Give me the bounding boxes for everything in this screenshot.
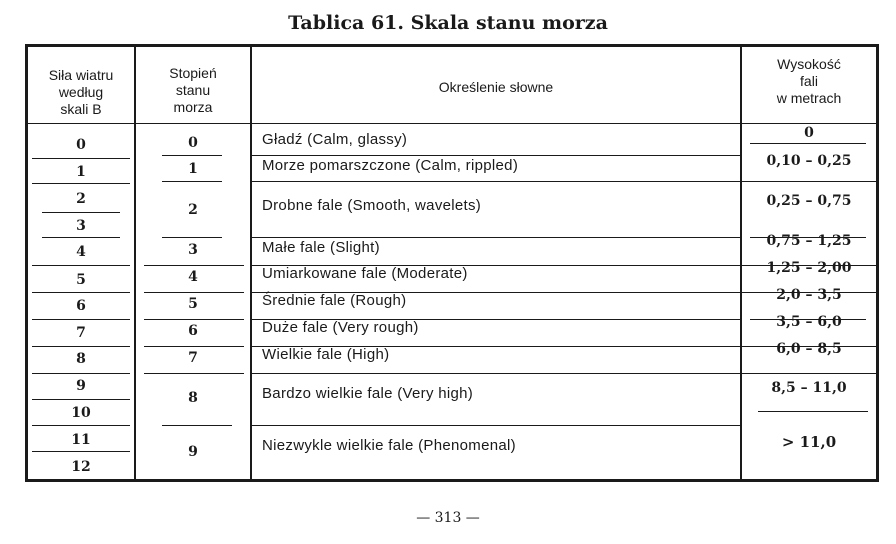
- sea-state-value: 8: [188, 390, 198, 406]
- sea-state-divider: [144, 265, 244, 266]
- wave-height-divider: [742, 373, 876, 374]
- wave-height-value: 3,5 – 6,0: [776, 314, 842, 330]
- description-text: Duże fale (Very rough): [262, 319, 419, 336]
- description-divider: [252, 373, 740, 374]
- beaufort-divider: [32, 346, 130, 347]
- description-text: Drobne fale (Smooth, wavelets): [262, 197, 482, 214]
- beaufort-divider: [32, 292, 130, 293]
- description-divider: [252, 237, 740, 238]
- sea-state-value: 3: [188, 242, 198, 258]
- sea-state-value: 4: [188, 269, 198, 285]
- sea-state-value: 2: [188, 202, 198, 218]
- sea-state-value: 0: [188, 135, 198, 151]
- wave-height-value: > 11,0: [781, 433, 837, 451]
- header-beaufort: Siła wiatru według skali B: [48, 67, 114, 117]
- beaufort-value: 12: [71, 459, 91, 475]
- description-text: Wielkie fale (High): [262, 346, 390, 363]
- sea-state-divider: [162, 237, 222, 238]
- header-wave-height: Wysokość fali w metrach: [776, 56, 842, 106]
- beaufort-divider: [32, 183, 130, 184]
- wave-height-divider: [742, 181, 876, 182]
- description-text: Niezwykle wielkie fale (Phenomenal): [262, 437, 516, 454]
- wave-height-divider: [750, 143, 866, 144]
- description-text: Średnie fale (Rough): [262, 292, 407, 309]
- page-number: — 313 —: [416, 510, 480, 526]
- beaufort-value: 3: [76, 218, 86, 234]
- beaufort-value: 8: [76, 351, 86, 367]
- wave-height-value: 0: [804, 125, 814, 141]
- wave-height-value: 0,10 – 0,25: [766, 153, 852, 169]
- description-divider: [252, 181, 740, 182]
- beaufort-divider: [32, 319, 130, 320]
- column-divider: [250, 47, 252, 479]
- sea-state-divider: [144, 373, 244, 374]
- wave-height-value: 2,0 – 3,5: [776, 287, 842, 303]
- sea-state-value: 5: [188, 296, 198, 312]
- sea-state-value: 6: [188, 323, 198, 339]
- beaufort-divider: [42, 237, 120, 238]
- beaufort-value: 10: [71, 405, 91, 421]
- wave-height-divider: [758, 411, 868, 412]
- sea-state-divider: [144, 319, 244, 320]
- description-divider: [252, 425, 740, 426]
- beaufort-value: 11: [71, 432, 91, 448]
- description-text: Bardzo wielkie fale (Very high): [262, 385, 474, 402]
- beaufort-value: 4: [76, 244, 86, 260]
- beaufort-divider: [32, 425, 130, 426]
- sea-state-divider: [162, 425, 232, 426]
- beaufort-value: 0: [76, 137, 86, 153]
- header-divider: [28, 123, 876, 124]
- beaufort-divider: [32, 158, 130, 159]
- table-title: Tablica 61. Skala stanu morza: [288, 12, 608, 34]
- beaufort-divider: [32, 451, 130, 452]
- wave-height-value: 0,25 – 0,75: [766, 193, 852, 209]
- beaufort-divider: [32, 373, 130, 374]
- beaufort-value: 2: [76, 191, 86, 207]
- header-description: Określenie słowne: [438, 79, 554, 95]
- beaufort-divider: [32, 265, 130, 266]
- beaufort-value: 1: [76, 164, 86, 180]
- description-divider: [252, 155, 740, 156]
- beaufort-divider: [42, 212, 120, 213]
- sea-state-value: 1: [188, 161, 198, 177]
- sea-state-divider: [144, 292, 244, 293]
- description-text: Małe fale (Slight): [262, 239, 380, 256]
- beaufort-value: 6: [76, 298, 86, 314]
- sea-state-divider: [162, 155, 222, 156]
- description-text: Morze pomarszczone (Calm, rippled): [262, 157, 519, 174]
- wave-height-value: 1,25 – 2,00: [766, 260, 852, 276]
- sea-state-value: 9: [188, 444, 198, 460]
- sea-state-value: 7: [188, 350, 198, 366]
- beaufort-value: 5: [76, 272, 86, 288]
- description-text: Umiarkowane fale (Moderate): [262, 265, 468, 282]
- beaufort-value: 9: [76, 378, 86, 394]
- wave-height-value: 6,0 – 8,5: [776, 341, 842, 357]
- wave-height-value: 0,75 – 1,25: [766, 233, 852, 249]
- sea-state-divider: [144, 346, 244, 347]
- sea-state-divider: [162, 181, 222, 182]
- sea-state-table: [25, 44, 879, 482]
- beaufort-value: 7: [76, 325, 86, 341]
- header-sea-state: Stopień stanu morza: [169, 65, 217, 115]
- beaufort-divider: [32, 399, 130, 400]
- description-text: Gładź (Calm, glassy): [262, 131, 408, 148]
- wave-height-value: 8,5 – 11,0: [771, 380, 847, 396]
